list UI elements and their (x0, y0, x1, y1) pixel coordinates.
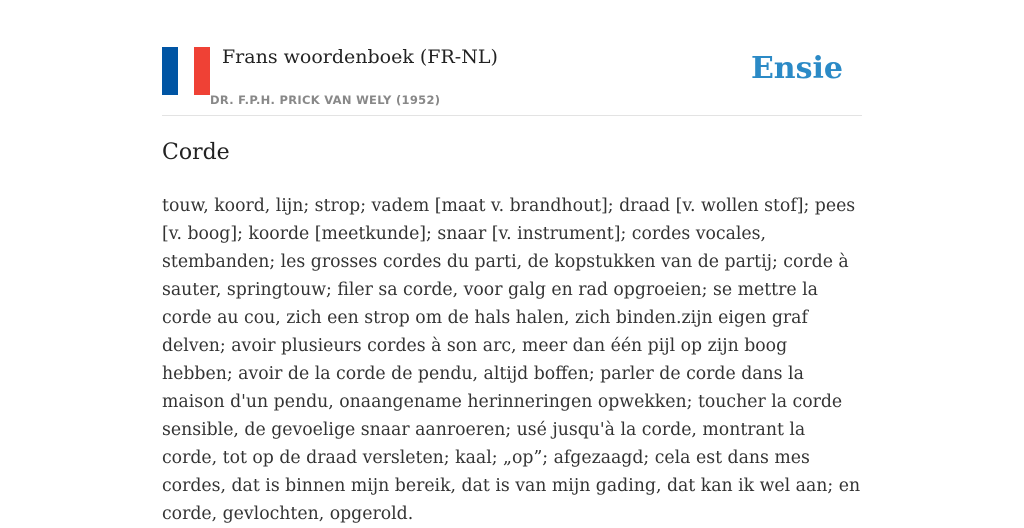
dictionary-title[interactable]: Frans woordenboek (FR-NL) (222, 46, 498, 68)
ensie-logo[interactable]: Ensie (750, 51, 843, 86)
france-flag-icon (162, 47, 210, 95)
entry-headword: Corde (162, 140, 230, 165)
header-divider (162, 115, 862, 116)
entry-definition: touw, koord, lijn; strop; vadem [maat v. brandhout]; draad [v. wollen stof]; pees [v. boog]; koorde [meetkunde]; snaar [v. instrument]; cordes vocales, stembanden; les grosses cordes du parti, de kopstukken van de partij; corde à sauter, springtouw; filer sa corde, voor galg en rad opgroeien; se mettre la corde au cou, zich een strop om de hals halen, zich binden.zijn eigen graf delven; avoir plusieurs cordes à son arc, meer dan één pijl op zijn boog hebben; avoir de la corde de pendu, altijd boffen; parler de corde dans la maison d'un pendu, onaangename herinneringen opwekken; toucher la corde sensible, de gevoelige snaar aanroeren; usé jusqu'à la corde, montrant la corde, tot op de draad versleten; kaal; „op”; afgezaagd; cela est dans mes cordes, dat is binnen mijn bereik, dat is van mijn gading, dat kan ik wel aan; en corde, gevlochten, opgerold. (162, 196, 861, 524)
dictionary-author: DR. F.P.H. PRICK VAN WELY (1952) (210, 93, 441, 107)
